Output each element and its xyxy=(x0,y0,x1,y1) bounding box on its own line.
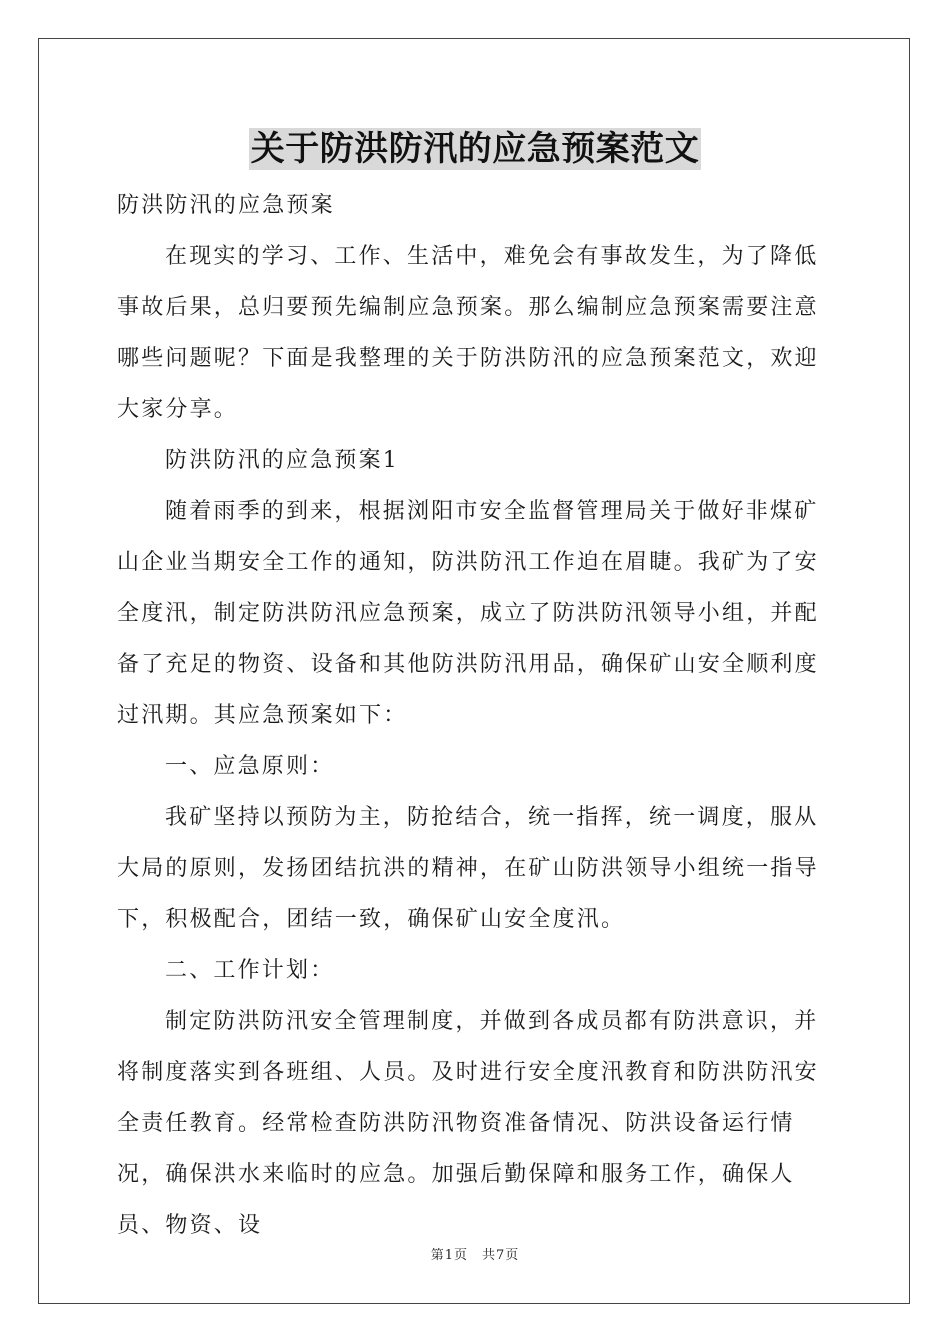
paragraph-plan: 制定防洪防汛安全管理制度，并做到各成员都有防洪意识，并将制度落实到各班组、人员。及时进行安全度汛教育和防洪防汛安全责任教育。经常检查防洪防汛物资准备情况、防洪设备运行情况，确保洪水来临时的应急。加强后勤保障和服务工作，确保人员、物资、设 xyxy=(117,1009,819,1238)
paragraph-subtitle: 防洪防汛的应急预案 xyxy=(117,193,335,218)
document-title: 关于防洪防汛的应急预案范文 xyxy=(250,129,700,169)
paragraph-principles: 我矿坚持以预防为主，防抢结合，统一指挥，统一调度，服从大局的原则，发扬团结抗洪的精神，在矿山防洪领导小组统一指导下，积极配合，团结一致，确保矿山安全度汛。 xyxy=(117,805,819,932)
total-page-count: 共7页 xyxy=(482,1248,520,1263)
title-container xyxy=(0,128,950,170)
paragraph-heading-principles: 一、应急原则： xyxy=(165,754,335,779)
current-page-number: 第1页 xyxy=(430,1248,468,1263)
paragraph-heading-plan: 二、工作计划： xyxy=(165,958,335,983)
page-footer xyxy=(0,1247,950,1265)
document-body xyxy=(117,180,833,1251)
paragraph-section-heading: 防洪防汛的应急预案1 xyxy=(165,448,399,473)
paragraph-intro: 在现实的学习、工作、生活中，难免会有事故发生，为了降低事故后果，总归要预先编制应急预案。那么编制应急预案需要注意哪些问题呢？下面是我整理的关于防洪防汛的应急预案范文，欢迎大家分享。 xyxy=(117,244,819,422)
paragraph-background: 随着雨季的到来，根据浏阳市安全监督管理局关于做好非煤矿山企业当期安全工作的通知，防洪防汛工作迫在眉睫。我矿为了安全度汛，制定防洪防汛应急预案，成立了防洪防汛领导小组，并配备了充足的物资、设备和其他防洪防汛用品，确保矿山安全顺利度过汛期。其应急预案如下： xyxy=(117,499,819,728)
